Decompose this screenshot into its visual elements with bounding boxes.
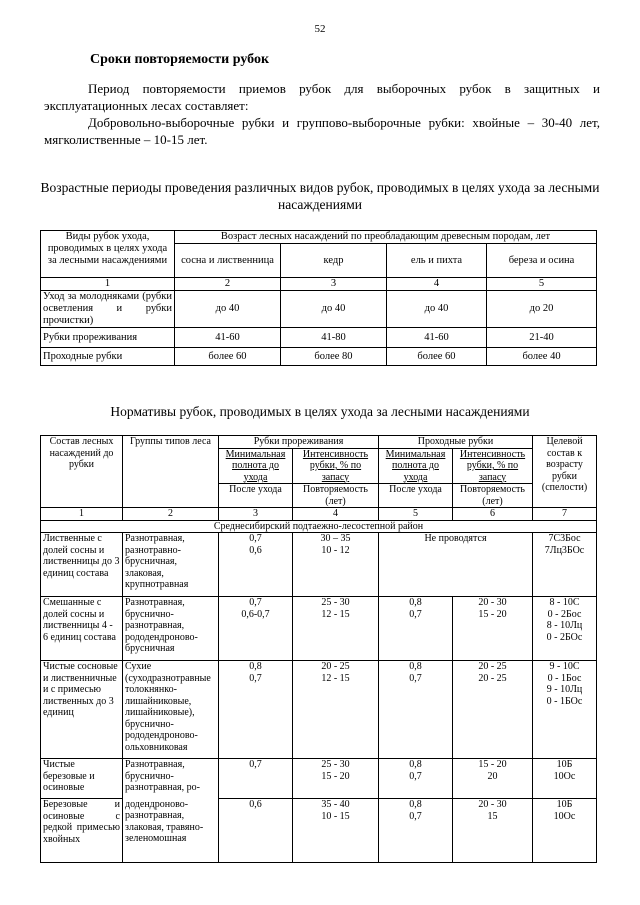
t2-num-5: 5 <box>379 508 453 521</box>
t2-header-forest-type: Группы типов леса <box>123 436 219 508</box>
t1-cell: до 40 <box>175 291 281 328</box>
t1-cell: до 40 <box>387 291 487 328</box>
t2-header-after-2: После ухода <box>379 484 453 508</box>
thinning-norms-table <box>40 435 597 863</box>
t1-row-name: Рубки прореживания <box>41 328 175 348</box>
t1-cell: 41-80 <box>281 328 387 348</box>
t2-cell: 20 - 25 20 - 25 <box>453 661 533 759</box>
t1-header-cedar: кедр <box>281 244 387 278</box>
t2-row-deciduous <box>41 533 597 597</box>
t2-cell: 20 - 30 15 <box>453 799 533 863</box>
t1-row-name: Уход за молодняками (рубки осветления и рубки прочистки) <box>41 291 175 328</box>
t1-header-spruce: ель и пихта <box>387 244 487 278</box>
t2-cell: Разнотравная, разнотравно- брусничная, злаковая, крупнотравная <box>123 533 219 597</box>
t2-header-intensity <box>293 448 379 484</box>
t2-cell: 0,7 <box>219 759 293 799</box>
t2-header-target: Целевой состав к возрасту рубки (спелости) <box>533 436 597 508</box>
t2-header-intensity-text: Интенсивность рубки, % по запасу <box>302 448 369 483</box>
t2-header-passing: Проходные рубки <box>379 436 533 449</box>
t1-cell: более 40 <box>487 348 597 366</box>
t2-cell: 15 - 20 20 <box>453 759 533 799</box>
t2-cell: Чистые березовые и осиновые <box>41 759 123 799</box>
t1-header-pine: сосна и лиственница <box>175 244 281 278</box>
t1-cell: более 60 <box>387 348 487 366</box>
t2-num-3: 3 <box>219 508 293 521</box>
t1-header-group: Возраст лесных насаждений по преобладающим древесным породам, лет <box>175 231 597 244</box>
t2-header-intensity-2 <box>453 448 533 484</box>
t2-cell: 30 – 35 10 - 12 <box>293 533 379 597</box>
t2-cell: Сухие (суходразнотравные толокнянко-лишайниковые, лишайниковые), бруснично-рододендроново-ольховниковая <box>123 661 219 759</box>
t2-cell: 0,8 0,7 <box>379 759 453 799</box>
t1-num-3: 3 <box>281 278 387 291</box>
t2-cell: 0,8 0,7 <box>379 661 453 759</box>
section-heading: Сроки повторяемости рубок <box>90 52 270 67</box>
t1-num-2: 2 <box>175 278 281 291</box>
t2-cell: 0,7 0,6 <box>219 533 293 597</box>
t2-row-pure-conifer <box>41 661 597 759</box>
t1-row-passing <box>41 348 597 366</box>
t2-num-4: 4 <box>293 508 379 521</box>
t2-header-min-density <box>219 448 293 484</box>
t2-cell: Разнотравная, бруснично-разнотравная, рододендроново-брусничная <box>123 597 219 661</box>
t1-cell: 41-60 <box>387 328 487 348</box>
t2-cell: 0,8 0,7 <box>219 661 293 759</box>
t2-cell: 0,8 0,7 <box>379 597 453 661</box>
t2-cell: 0,8 0,7 <box>379 799 453 863</box>
t2-cell: Лиственные с долей сосны и лиственницы до 3 единиц состава <box>41 533 123 597</box>
t2-cell: 25 - 30 12 - 15 <box>293 597 379 661</box>
t1-row-thinning <box>41 328 597 348</box>
t2-cell: 35 - 40 10 - 15 <box>293 799 379 863</box>
t2-cell: 8 - 10С 0 - 2Бос 8 - 10Лц 0 - 2БОс <box>533 597 597 661</box>
t1-cell: более 60 <box>175 348 281 366</box>
t2-cell: Смешанные с долей сосны и лиственницы 4 - 6 единиц состава <box>41 597 123 661</box>
t2-header-min-density-2-text: Минимальная полнота до ухода <box>385 448 446 483</box>
t1-row-young <box>41 291 597 328</box>
t2-cell: 10Б 10Ос <box>533 759 597 799</box>
t1-header-type: Виды рубок ухода, проводимых в целях ухода за лесными насаждениями <box>41 231 175 278</box>
t2-cell: 25 - 30 15 - 20 <box>293 759 379 799</box>
t1-cell: 21-40 <box>487 328 597 348</box>
t2-cell: Березовые и осиновые с редкой примесью хвойных <box>41 799 123 863</box>
t2-cell: 0,6 <box>219 799 293 863</box>
t2-header-repeat: Повторяемость (лет) <box>293 484 379 508</box>
paragraph-1: Период повторяемости приемов рубок для выборочных рубок в защитных и эксплуатационных лесах составляет: <box>44 81 600 113</box>
t2-header-after: После ухода <box>219 484 293 508</box>
t2-num-6: 6 <box>453 508 533 521</box>
t2-cell: 0,7 0,6-0,7 <box>219 597 293 661</box>
t2-region: Среднесибирский подтаежно-лесостепной район <box>41 520 597 533</box>
t2-cell: 20 - 30 15 - 20 <box>453 597 533 661</box>
t1-num-4: 4 <box>387 278 487 291</box>
page-number: 52 <box>314 23 326 35</box>
t2-cell: 7С3Бос 7Лц3БОс <box>533 533 597 597</box>
table1-title: Возрастные периоды проведения различных видов рубок, проводимых в целях ухода за лесными насаждениями <box>40 180 600 212</box>
t1-num-5: 5 <box>487 278 597 291</box>
t1-cell: до 40 <box>281 291 387 328</box>
t1-header-birch: береза и осина <box>487 244 597 278</box>
t1-row-name: Проходные рубки <box>41 348 175 366</box>
t2-header-intensity-2-text: Интенсивность рубки, % по запасу <box>459 448 526 483</box>
t2-cell: Чистые сосновые и лиственничные и с примесью лиственных до 3 единиц <box>41 661 123 759</box>
t2-row-birch-conifer <box>41 799 597 863</box>
t2-cell: Разнотравная, бруснично-разнотравная, ро- <box>123 759 219 799</box>
t1-cell: более 80 <box>281 348 387 366</box>
paragraph-2: Добровольно-выборочные рубки и группово-выборочные рубки: хвойные – 30-40 лет, мягколиственные – 10-15 лет. <box>44 115 600 147</box>
t2-num-2: 2 <box>123 508 219 521</box>
t1-cell: 41-60 <box>175 328 281 348</box>
t2-num-1: 1 <box>41 508 123 521</box>
t2-row-pure-birch <box>41 759 597 799</box>
t2-header-thinning: Рубки прореживания <box>219 436 379 449</box>
t2-cell: 9 - 10С 0 - 1Бос 9 - 10Лц 0 - 1БОс <box>533 661 597 759</box>
t2-row-mixed <box>41 597 597 661</box>
table2-title: Нормативы рубок, проводимых в целях ухода за лесными насаждениями <box>110 404 530 419</box>
t2-num-7: 7 <box>533 508 597 521</box>
age-periods-table <box>40 230 597 366</box>
t2-cell: 10Б 10Ос <box>533 799 597 863</box>
t2-header-repeat-2: Повторяемость (лет) <box>453 484 533 508</box>
t2-cell: 20 - 25 12 - 15 <box>293 661 379 759</box>
t1-cell: до 20 <box>487 291 597 328</box>
t2-header-min-density-2 <box>379 448 453 484</box>
t2-header-composition: Состав лесных насаждений до рубки <box>41 436 123 508</box>
t2-cell: додендроново-разнотравная, злаковая, травяно-зеленомошная <box>123 799 219 863</box>
t2-header-min-density-text: Минимальная полнота до ухода <box>225 448 286 483</box>
t2-cell: Не проводятся <box>379 533 533 597</box>
t1-num-1: 1 <box>41 278 175 291</box>
